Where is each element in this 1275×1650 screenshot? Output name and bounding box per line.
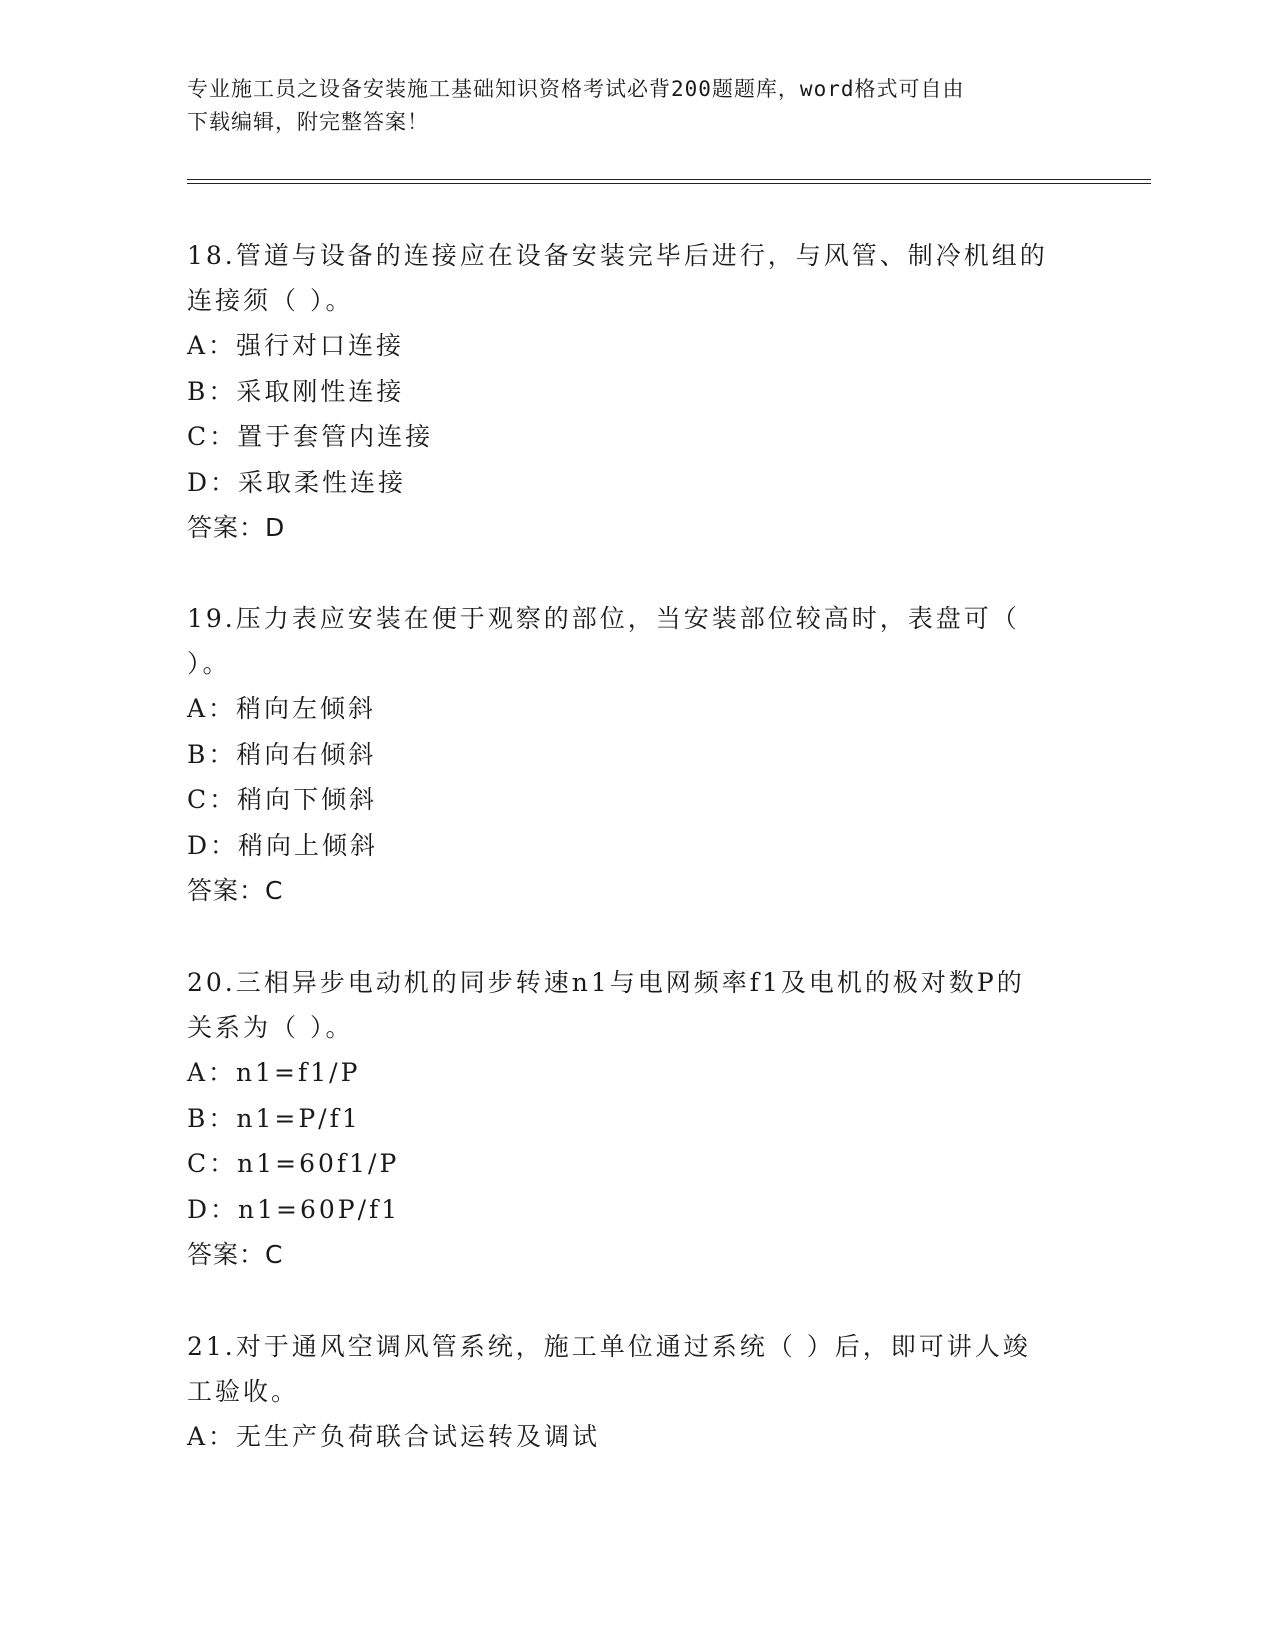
question-stem-line-2: 连接须（ ）。 — [187, 286, 354, 315]
option-c: C：稍向下倾斜 — [187, 785, 378, 814]
answer-label: 答案：C — [187, 876, 284, 905]
header-line-2: 下载编辑，附完整答案！ — [187, 110, 429, 134]
question-stem-line-2: 关系为（ ）。 — [187, 1013, 354, 1042]
header-divider-top — [187, 179, 1151, 180]
answer-label: 答案：C — [187, 1240, 284, 1269]
option-b: B：n1=P/f1 — [187, 1103, 361, 1133]
question-stem-line-1: 19.压力表应安装在便于观察的部位，当安装部位较高时，表盘可（ — [187, 604, 1020, 633]
document-header — [187, 73, 1087, 139]
option-a: A：稍向左倾斜 — [187, 694, 377, 723]
question-stem-line-1: 18.管道与设备的连接应在设备安装完毕后进行，与风管、制冷机组的 — [187, 241, 1048, 270]
option-c: C：置于套管内连接 — [187, 422, 434, 451]
option-a: A：强行对口连接 — [187, 331, 405, 360]
question-20 — [187, 960, 1087, 1278]
header-divider-bottom — [187, 183, 1151, 184]
option-d: D：采取柔性连接 — [187, 467, 407, 497]
header-line-1: 专业施工员之设备安装施工基础知识资格考试必背200题题库，word格式可自由 — [187, 77, 965, 101]
question-19 — [187, 596, 1087, 914]
question-18 — [187, 233, 1087, 551]
option-d: D：稍向上倾斜 — [187, 830, 379, 860]
question-stem-line-2: 工验收。 — [187, 1377, 300, 1406]
option-a: A：无生产负荷联合试运转及调试 — [187, 1422, 601, 1451]
answer-label: 答案：D — [187, 513, 286, 542]
question-stem-line-1: 20.三相异步电动机的同步转速n1与电网频率f1及电机的极对数P的 — [187, 968, 1025, 997]
option-c: C：n1=60f1/P — [187, 1149, 400, 1178]
question-stem-line-1: 21.对于通风空调风管系统，施工单位通过系统（ ）后，即可讲人竣 — [187, 1332, 1031, 1361]
option-d: D：n1=60P/f1 — [187, 1194, 401, 1224]
option-b: B：稍向右倾斜 — [187, 739, 377, 769]
question-stem-line-2: ）。 — [187, 649, 231, 678]
option-b: B：采取刚性连接 — [187, 376, 405, 406]
option-a: A：n1=f1/P — [187, 1058, 361, 1087]
question-21 — [187, 1324, 1087, 1460]
